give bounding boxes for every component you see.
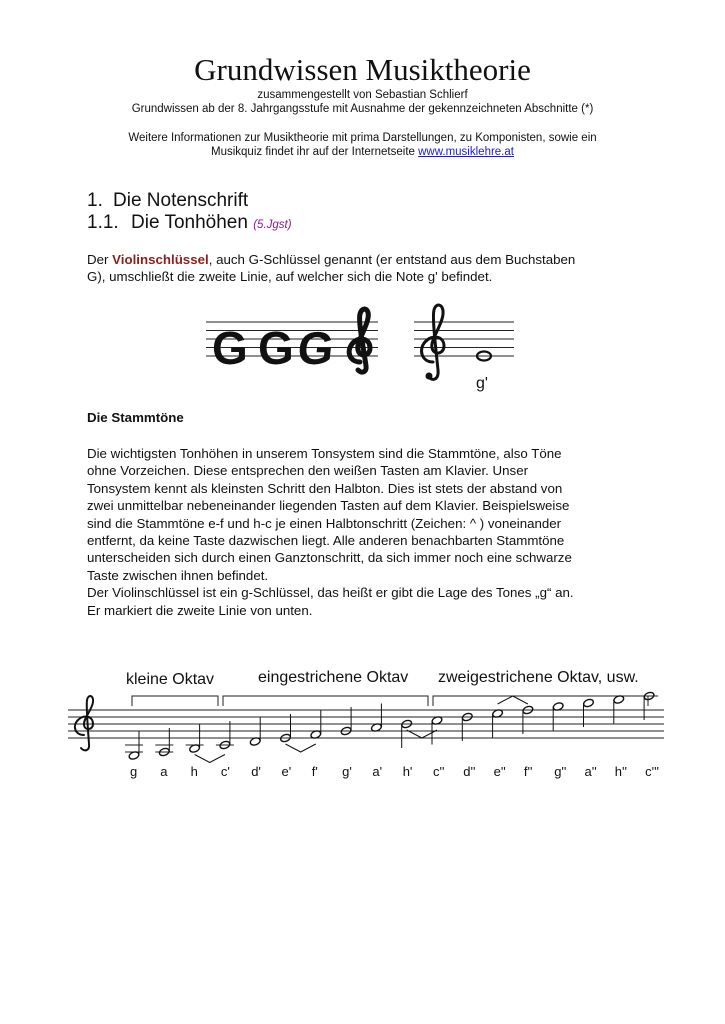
note-name: d'' — [463, 764, 476, 779]
clef-paragraph-line-1 — [87, 251, 647, 268]
note-name: c''' — [645, 764, 660, 779]
info-line-1: Weitere Informationen zur Musiktheorie mit prima Darstellungen, zu Komponisten, sowie ein — [128, 132, 597, 144]
scope-line: Grundwissen ab der 8. Jahrgangsstufe mit Ausnahme der gekennzeichneten Abschnitte (*) — [131, 103, 594, 115]
stammtoene-heading: Die Stammtöne — [87, 410, 184, 425]
scale-note-names — [130, 764, 659, 779]
octave-label-small: kleine Oktav — [126, 671, 215, 688]
note-name: f'' — [523, 764, 533, 779]
section-1-heading — [87, 190, 248, 212]
note-name: g'' — [554, 764, 567, 779]
clef-line-1-rest: , auch G-Schlüssel genannt (er entstand aus dem Buchstaben — [208, 252, 576, 267]
half-step-mark — [498, 696, 528, 704]
note-name: d' — [251, 764, 261, 779]
scale-staff — [68, 710, 664, 738]
clef-paragraph — [87, 251, 647, 286]
stammtoene-line: ohne Vorzeichen. Diese entsprechen den weißen Tasten am Klavier. Unser — [87, 463, 529, 479]
octave-label-two-line: zweigestrichene Oktav, usw. — [438, 669, 639, 686]
note-name: f' — [311, 764, 318, 779]
stammtoene-line: Die wichtigsten Tonhöhen in unserem Tonsystem sind die Stammtöne, also Töne — [87, 446, 562, 461]
clef-transition-shape — [349, 309, 370, 372]
violinschluessel-term: Violinschlüssel — [112, 252, 209, 267]
section-1-1-number: 1.1. — [87, 212, 119, 233]
half-step-mark — [286, 744, 316, 752]
stammtoene-line: entfernt, da keine Taste dazwischen liegt. Alle anderen benachbarten Stammtöne — [87, 533, 565, 549]
scale-figure — [60, 660, 675, 790]
note-name: e'' — [493, 764, 506, 779]
stammtoene-line: Der Violinschlüssel ist ein g-Schlüssel, das heißt er gibt die Lage des Tones „g“ an. — [87, 585, 574, 601]
stammtoene-line: zwei unmittelbar nebeneinander liegenden Tasten auf dem Klavier. Beispielsweise — [87, 498, 570, 514]
musiklehre-link[interactable]: www.musiklehre.at — [418, 146, 514, 158]
stammtoene-line: Taste zwischen ihnen befindet. — [87, 567, 269, 583]
stammtoene-line: unterscheiden sich durch einen Ganztonschritt, da sich immer noch eine schwarze — [87, 550, 572, 566]
note-name: c' — [220, 764, 230, 779]
octave-brackets — [132, 696, 648, 706]
section-1-title: Die Notenschrift — [113, 190, 249, 211]
note-name: a — [160, 764, 168, 779]
octave-label-one-line: eingestrichene Oktav — [258, 669, 409, 686]
section-1-1-title: Die Tonhöhen — [131, 212, 248, 233]
note-name: h'' — [614, 764, 628, 779]
note-name: g — [130, 764, 138, 779]
section-1-number: 1. — [87, 190, 103, 211]
letter-g-2: G — [258, 322, 294, 374]
author-line: zusammengestellt von Sebastian Schlierf — [257, 89, 468, 101]
clef-derivation-figure — [200, 300, 520, 392]
document-title: Grundwissen Musiktheorie — [194, 52, 531, 87]
clef-paragraph-line-2: G), umschließt die zweite Linie, auf welcher sich die Note g' befindet. — [87, 269, 493, 285]
note-head — [583, 698, 595, 708]
note-name: a'' — [584, 764, 597, 779]
info-line-2 — [0, 145, 725, 160]
clef-prefix: Der — [87, 252, 113, 267]
scale-notes — [125, 691, 658, 762]
letter-g-3: G — [295, 322, 337, 374]
note-name: h' — [402, 764, 413, 779]
note-name: g' — [342, 764, 352, 779]
stammtoene-line: sind die Stammtöne e-f und h-c je einen Halbtonschritt (Zeichen: ^ ) voneinander — [87, 515, 562, 531]
stammtoene-line: Tonsystem kennt als kleinsten Schritt den Halbton. Dies ist stets der abstand von — [87, 480, 563, 496]
letter-g-1: G — [212, 322, 248, 374]
section-1-1-heading — [87, 212, 292, 236]
note-name: e' — [281, 764, 292, 779]
stammtoene-paragraph — [87, 445, 667, 619]
note-name: a' — [372, 764, 383, 779]
grade-tag: (5.Jgst) — [253, 219, 292, 231]
note-label-g: g' — [476, 375, 488, 392]
note-name: c'' — [433, 764, 445, 779]
info-line-2-text: Musikquiz findet ihr auf der Internetseite — [211, 146, 419, 158]
treble-clef-icon — [422, 305, 444, 379]
stammtoene-line: Er markiert die zweite Linie von unten. — [87, 602, 313, 618]
scale-treble-clef-icon — [75, 696, 93, 750]
note-name: h — [190, 764, 198, 779]
half-step-mark — [195, 755, 225, 763]
